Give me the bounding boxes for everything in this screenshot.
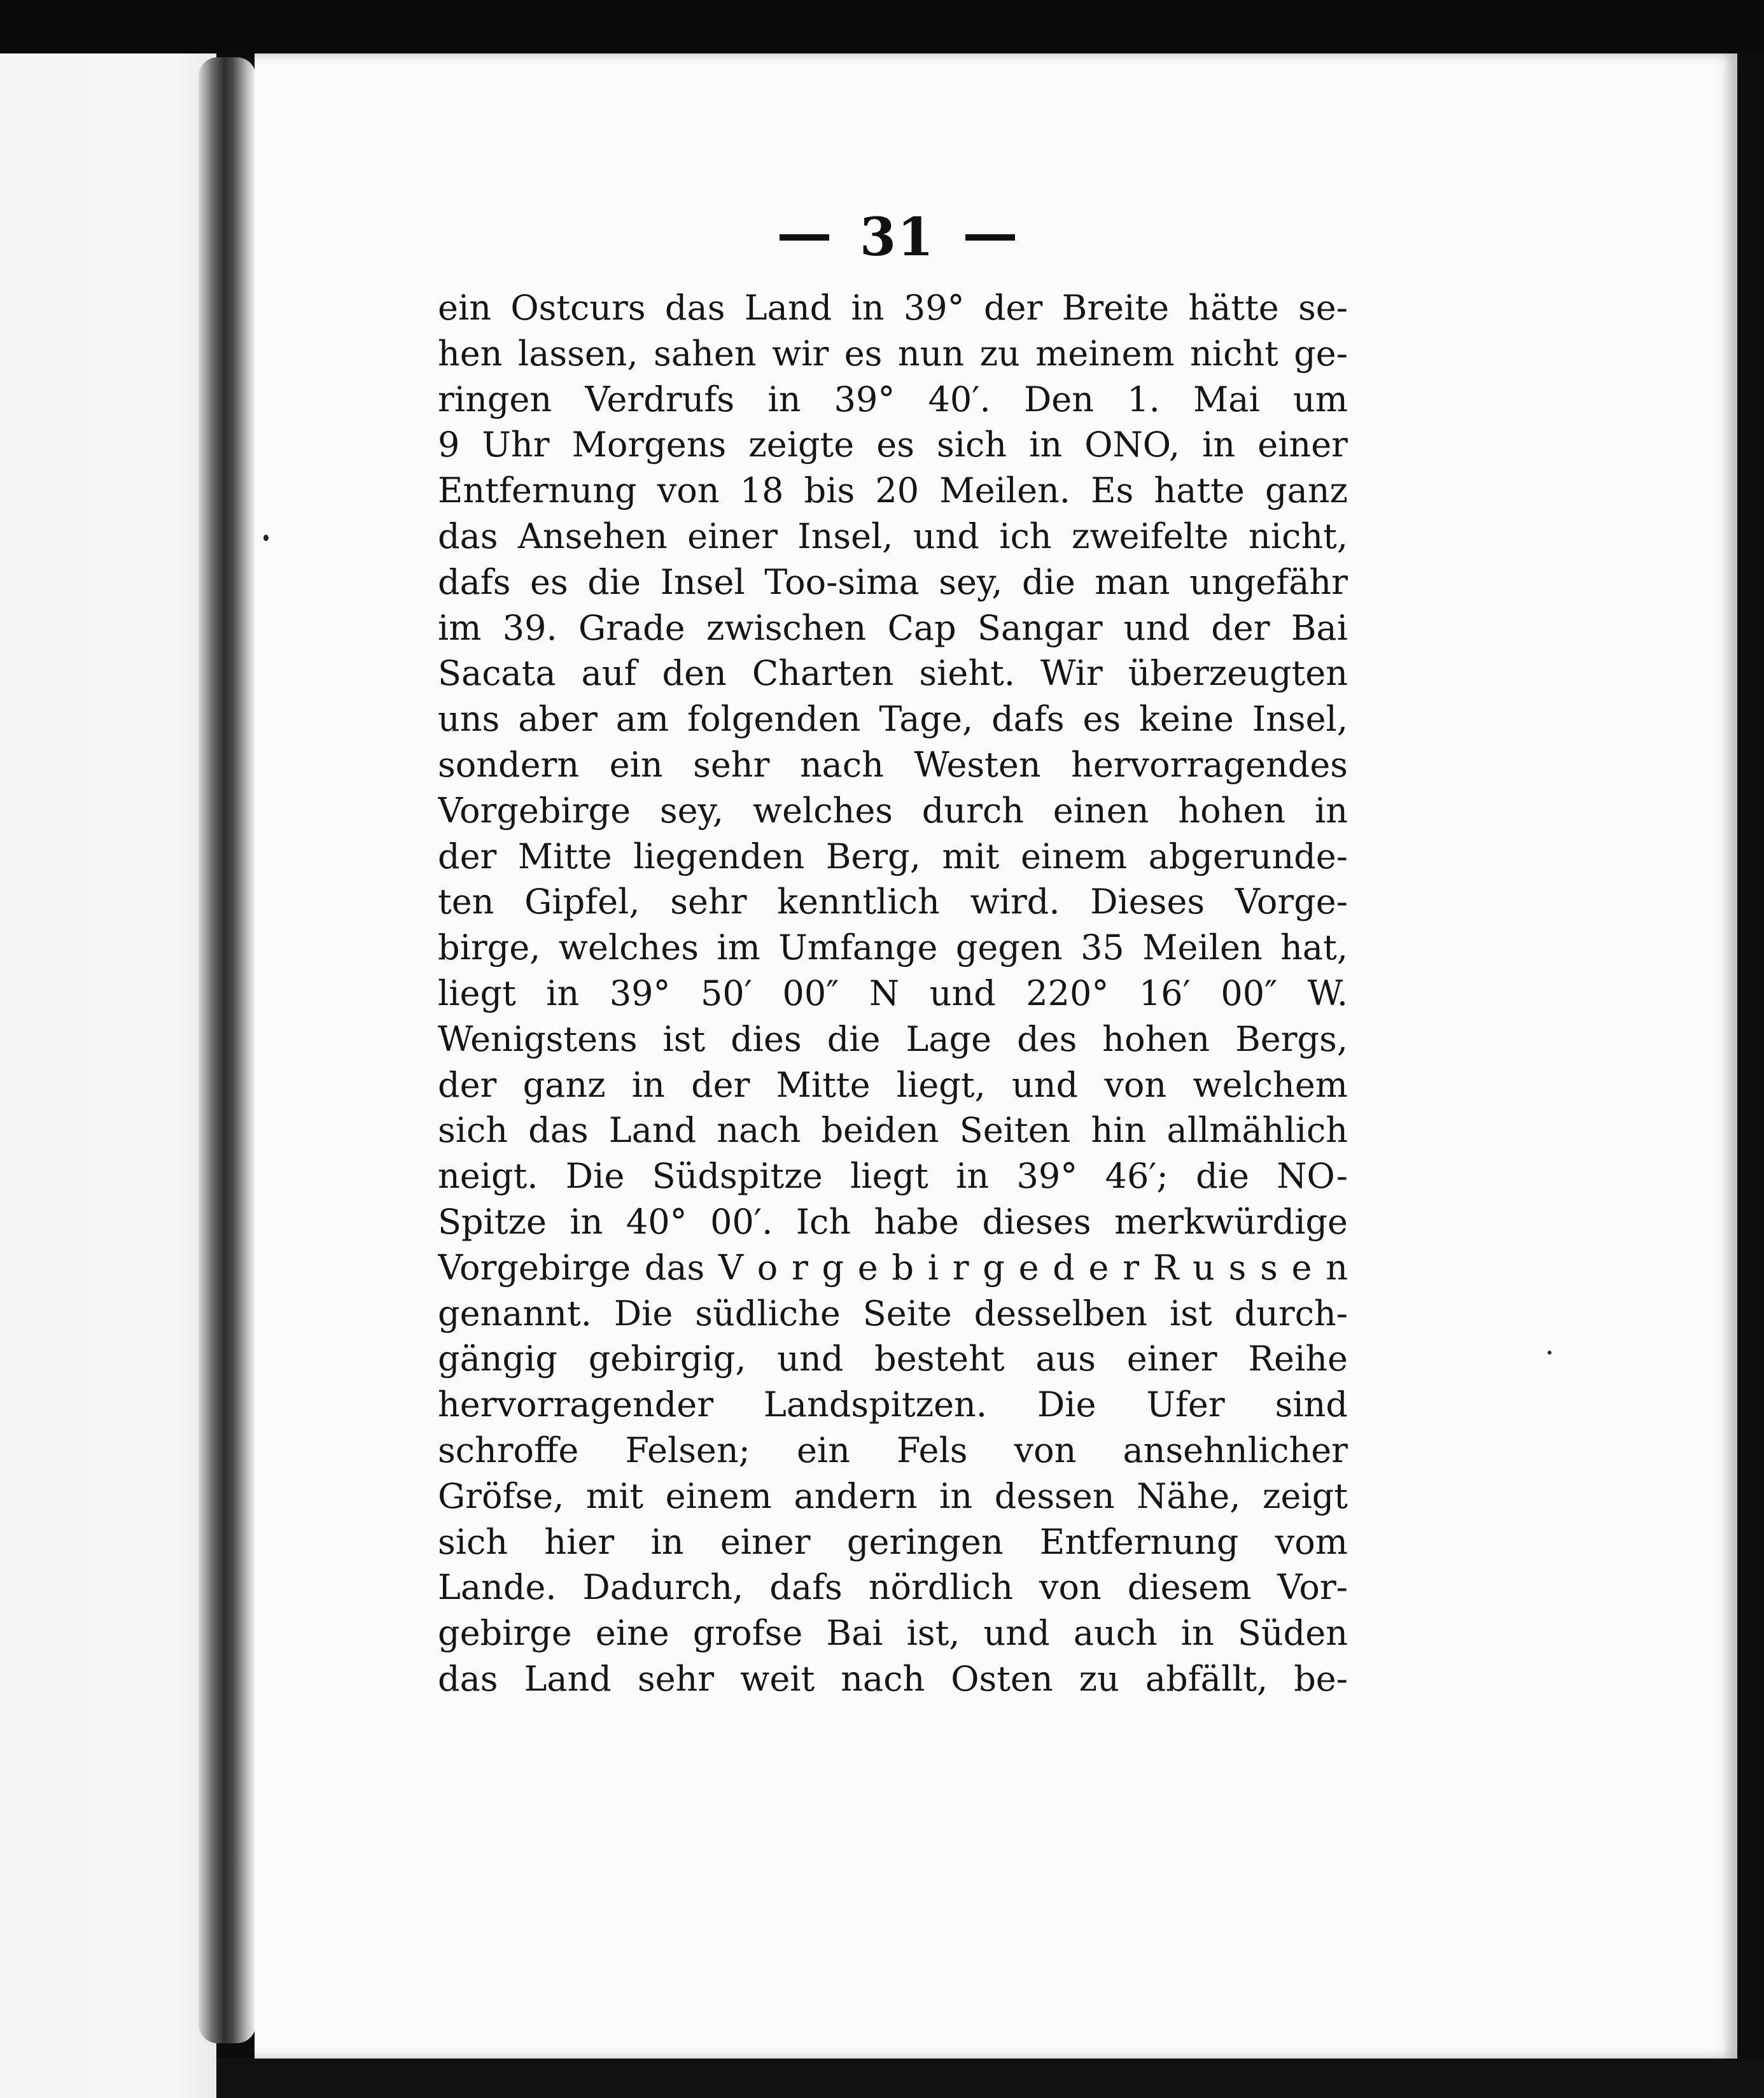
- text-line: uns aber am folgenden Tage, dafs es keine Insel,: [438, 699, 1348, 740]
- text-line: Lande. Dadurch, dafs nördlich von diesem Vor-: [438, 1567, 1348, 1608]
- text-line: Gröfse, mit einem andern in dessen Nähe, zeigt: [438, 1475, 1348, 1516]
- text-line: sondern ein sehr nach Westen hervorragendes: [438, 744, 1348, 785]
- header-dash-left: [780, 234, 829, 241]
- text-line: Wenigstens ist dies die Lage des hohen Bergs,: [438, 1018, 1348, 1059]
- binding-gutter-shadow: [199, 57, 256, 2043]
- page-number: 31: [859, 207, 935, 268]
- text-line: Entfernung von 18 bis 20 Meilen. Es hatte ganz: [438, 470, 1348, 511]
- text-line: hen lassen, sahen wir es nun zu meinem nicht ge-: [438, 333, 1348, 374]
- text-line: liegt in 39° 50′ 00″ N und 220° 16′ 00″ W.: [438, 973, 1348, 1013]
- text-line: das Land sehr weit nach Osten zu abfällt, be-: [438, 1658, 1348, 1699]
- text-line: ten Gipfel, sehr kenntlich wird. Dieses Vorge-: [438, 882, 1348, 922]
- text-line: gebirge eine grofse Bai ist, und auch in Süden: [438, 1613, 1348, 1654]
- text-line: sich das Land nach beiden Seiten hin allmählich: [438, 1110, 1348, 1151]
- text-line: hervorragender Landspitzen. Die Ufer sind: [438, 1384, 1348, 1425]
- text-line: sich hier in einer geringen Entfernung vom: [438, 1521, 1348, 1562]
- text-line: genannt. Die südliche Seite desselben ist durch-: [438, 1293, 1348, 1334]
- text-line: Sacata auf den Charten sieht. Wir überzeugten: [438, 653, 1348, 694]
- scan-right-border: [1737, 53, 1764, 2098]
- text-line: im 39. Grade zwischen Cap Sangar und der Bai: [438, 607, 1348, 648]
- text-line: 9 Uhr Morgens zeigte es sich in ONO, in einer: [438, 425, 1348, 465]
- scan-bottom-border: [216, 2059, 1764, 2098]
- text-line: das Ansehen einer Insel, und ich zweifelte nicht,: [438, 516, 1348, 556]
- page-header: [751, 202, 1044, 272]
- body-text: [438, 285, 1348, 1702]
- text-line: schroffe Felsen; ein Fels von ansehnlicher: [438, 1430, 1348, 1470]
- scan-top-border: [0, 0, 1764, 53]
- ink-speck: [263, 535, 269, 541]
- text-line: der Mitte liegenden Berg, mit einem abgerunde-: [438, 836, 1348, 877]
- text-line: dafs es die Insel Too-sima sey, die man ungefähr: [438, 561, 1348, 602]
- header-dash-right: [965, 234, 1015, 241]
- text-line: neigt. Die Südspitze liegt in 39° 46′; die NO-: [438, 1156, 1348, 1197]
- text-line: Vorgebirge das V o r g e b i r g e d e r R u s s e n: [438, 1247, 1348, 1288]
- text-line: ein Ostcurs das Land in 39° der Breite hätte se-: [438, 288, 1348, 328]
- text-line: ringen Verdrufs in 39° 40′. Den 1. Mai um: [438, 379, 1348, 419]
- text-line: gängig gebirgig, und besteht aus einer Reihe: [438, 1339, 1348, 1379]
- text-line: Vorgebirge sey, welches durch einen hohen in: [438, 790, 1348, 831]
- ink-speck: [1548, 1351, 1551, 1355]
- text-line: Spitze in 40° 00′. Ich habe dieses merkwürdige: [438, 1201, 1348, 1242]
- text-line: der ganz in der Mitte liegt, und von welchem: [438, 1064, 1348, 1105]
- text-line: birge, welches im Umfange gegen 35 Meilen hat,: [438, 927, 1348, 968]
- left-facing-page-edge: [0, 53, 216, 2098]
